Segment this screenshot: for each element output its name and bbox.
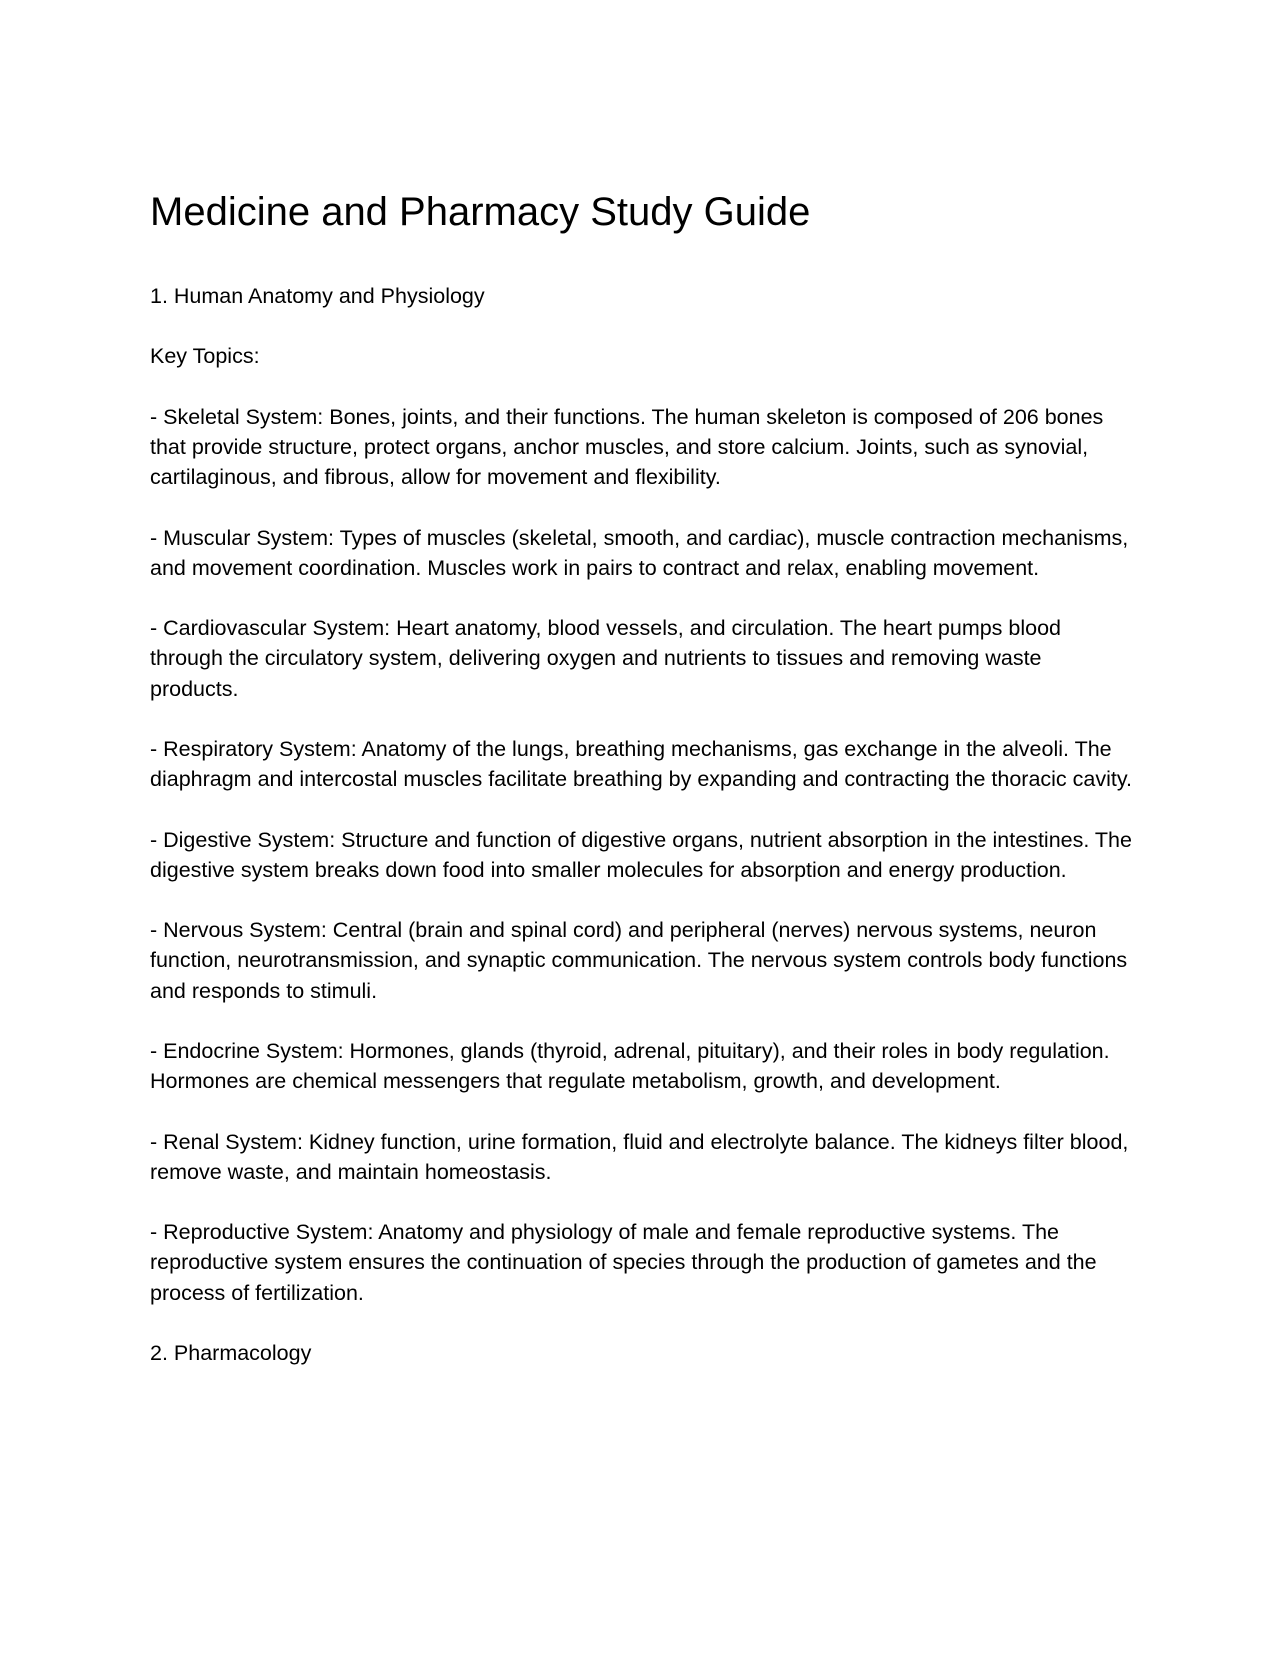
key-topics-label: Key Topics: <box>150 344 260 369</box>
topic-respiratory-system: - Respiratory System: Anatomy of the lungs, breathing mechanisms, gas exchange in the alveoli. The diaphragm and intercostal muscles facilitate breathing by expanding and contracting the thoracic cavity. <box>150 736 1132 792</box>
topic-skeletal-system: - Skeletal System: Bones, joints, and their functions. The human skeleton is composed of 206 bones that provide structure, protect organs, anchor muscles, and store calcium. Joints, such as synovial, cartilaginous, and fibrous, allow for movement and flexibility. <box>150 404 1104 490</box>
topic-digestive-system: - Digestive System: Structure and function of digestive organs, nutrient absorption in the intestines. The digestive system breaks down food into smaller molecules for absorption and energy production. <box>150 827 1132 882</box>
document-body <box>150 281 1135 1398</box>
section-heading-pharmacology: 2. Pharmacology <box>150 1340 312 1365</box>
topic-endocrine-system: - Endocrine System: Hormones, glands (thyroid, adrenal, pituitary), and their roles in body regulation. Hormones are chemical messengers that regulate metabolism, growth, and development. <box>150 1038 1110 1094</box>
topic-cardiovascular-system: - Cardiovascular System: Heart anatomy, blood vessels, and circulation. The heart pumps blood through the circulatory system, delivering oxygen and nutrients to tissues and removing waste products. <box>150 616 1062 701</box>
section-heading-anatomy: 1. Human Anatomy and Physiology <box>150 284 485 308</box>
topic-reproductive-system: - Reproductive System: Anatomy and physiology of male and female reproductive systems. The reproductive system ensures the continuation of species through the production of gametes and the process of fertilization. <box>150 1220 1097 1305</box>
topic-renal-system: - Renal System: Kidney function, urine formation, fluid and electrolyte balance. The kidneys filter blood, remove waste, and maintain homeostasis. <box>150 1129 1129 1184</box>
topic-nervous-system: - Nervous System: Central (brain and spinal cord) and peripheral (nerves) nervous systems, neuron function, neurotransmission, and synaptic communication. The nervous system controls body functions and responds to stimuli. <box>150 918 1128 1003</box>
topic-muscular-system: - Muscular System: Types of muscles (skeletal, smooth, and cardiac), muscle contraction mechanisms, and movement coordination. Muscles work in pairs to contract and relax, enabling movement. <box>150 525 1129 580</box>
document-title: Medicine and Pharmacy Study Guide <box>150 190 811 234</box>
